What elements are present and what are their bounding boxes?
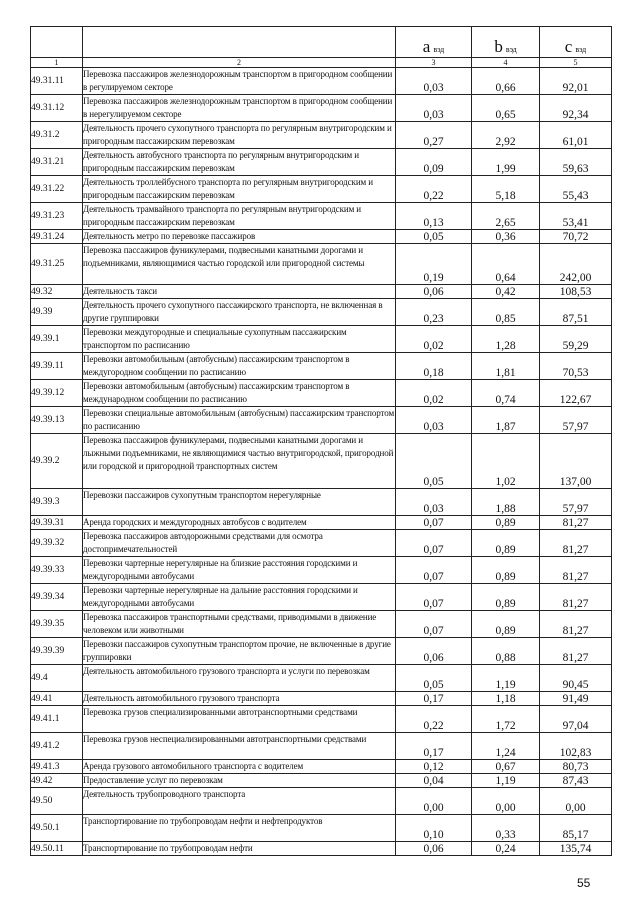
row-name: Деятельность прочего сухопутного транспорта по регулярным внутригородским и пригородным пассажирским перевозкам: [83, 122, 396, 149]
row-c: 122,67: [540, 380, 612, 407]
row-b: 1,19: [472, 665, 540, 692]
row-b: 1,81: [472, 353, 540, 380]
row-name: Деятельность автомобильного грузового транспорта: [83, 692, 396, 706]
table-row: [31, 665, 612, 692]
row-c: 81,27: [540, 584, 612, 611]
row-code: 49.4: [31, 665, 83, 692]
row-code: 49.50: [31, 788, 83, 815]
row-b: 1,72: [472, 706, 540, 733]
row-code: 49.39.12: [31, 380, 83, 407]
row-a: 0,05: [396, 434, 472, 489]
row-name: Деятельность троллейбусного транспорта по регулярным внутригородским и пригородным пассажирским перевозкам: [83, 176, 396, 203]
row-b: 1,18: [472, 692, 540, 706]
row-code: 49.41: [31, 692, 83, 706]
row-b: 0,74: [472, 380, 540, 407]
row-code: 49.41.3: [31, 760, 83, 774]
row-a: 0,27: [396, 122, 472, 149]
row-c: 92,34: [540, 95, 612, 122]
row-code: 49.42: [31, 774, 83, 788]
row-b: 0,89: [472, 530, 540, 557]
row-name: Перевозки чартерные нерегулярные на близкие расстояния городскими и междугородными автобусами: [83, 557, 396, 584]
row-name: Перевозка пассажиров фуникулерами, подвесными канатными дорогами и лыжными подъемниками, не являющимися частью внутригородской, пригородной или городской и пригородной транспортных систем: [83, 434, 396, 489]
row-code: 49.39.3: [31, 489, 83, 516]
row-b: 0,85: [472, 299, 540, 326]
row-c: 137,00: [540, 434, 612, 489]
header-c-main: c: [564, 37, 573, 56]
header-b-sub: вэд: [505, 45, 517, 54]
table-row: [31, 68, 612, 95]
row-code: 49.39.11: [31, 353, 83, 380]
row-a: 0,02: [396, 326, 472, 353]
table-row: [31, 815, 612, 842]
row-name: Аренда грузового автомобильного транспорта с водителем: [83, 760, 396, 774]
row-name: Транспортирование по трубопроводам нефти и нефтепродуктов: [83, 815, 396, 842]
row-c: 81,27: [540, 530, 612, 557]
row-b: 1,28: [472, 326, 540, 353]
row-c: 85,17: [540, 815, 612, 842]
row-code: 49.39.35: [31, 611, 83, 638]
row-c: 97,04: [540, 706, 612, 733]
row-code: 49.39.32: [31, 530, 83, 557]
row-b: 0,89: [472, 557, 540, 584]
row-code: 49.39.13: [31, 407, 83, 434]
row-code: 49.39.34: [31, 584, 83, 611]
header-b-main: b: [494, 37, 503, 56]
row-a: 0,03: [396, 407, 472, 434]
header-c-sub: вэд: [575, 45, 587, 54]
row-code: 49.39.31: [31, 516, 83, 530]
table-row: [31, 326, 612, 353]
row-b: 0,89: [472, 516, 540, 530]
table-row: [31, 733, 612, 760]
row-c: 91,49: [540, 692, 612, 706]
row-name: Деятельность трубопроводного транспорта: [83, 788, 396, 815]
column-number: 1: [31, 58, 83, 68]
row-b: 0,64: [472, 244, 540, 285]
row-a: 0,00: [396, 788, 472, 815]
row-code: 49.31.24: [31, 230, 83, 244]
row-a: 0,06: [396, 842, 472, 856]
row-name: Перевозка пассажиров фуникулерами, подвесными канатными дорогами и подъемниками, являющимися частью городской или пригородной системы: [83, 244, 396, 285]
row-code: 49.39.39: [31, 638, 83, 665]
table-row: [31, 353, 612, 380]
row-name: Перевозки пассажиров сухопутным транспортом нерегулярные: [83, 489, 396, 516]
row-c: 242,00: [540, 244, 612, 285]
row-a: 0,05: [396, 665, 472, 692]
row-b: 1,88: [472, 489, 540, 516]
row-code: 49.50.11: [31, 842, 83, 856]
header-name: [83, 27, 396, 58]
row-a: 0,10: [396, 815, 472, 842]
row-code: 49.50.1: [31, 815, 83, 842]
row-code: 49.31.25: [31, 244, 83, 285]
table-row: [31, 244, 612, 285]
row-c: 57,97: [540, 407, 612, 434]
table-row: [31, 299, 612, 326]
table-row: [31, 584, 612, 611]
row-name: Перевозка пассажиров железнодорожным транспортом в пригородном сообщении в нерегулируемом секторе: [83, 95, 396, 122]
row-a: 0,23: [396, 299, 472, 326]
row-c: 102,83: [540, 733, 612, 760]
row-c: 87,51: [540, 299, 612, 326]
row-name: Перевозка грузов специализированными автотранспортными средствами: [83, 706, 396, 733]
header-a-main: a: [422, 37, 431, 56]
table-body: [31, 68, 612, 856]
row-b: 5,18: [472, 176, 540, 203]
row-name: Деятельность прочего сухопутного пассажирского транспорта, не включенная в другие группировки: [83, 299, 396, 326]
row-c: 59,29: [540, 326, 612, 353]
row-code: 49.39: [31, 299, 83, 326]
row-code: 49.41.1: [31, 706, 83, 733]
row-name: Предоставление услуг по перевозкам: [83, 774, 396, 788]
coefficients-table: [30, 26, 612, 856]
table-row: [31, 530, 612, 557]
table-header-row: [31, 27, 612, 58]
row-code: 49.31.21: [31, 149, 83, 176]
table-row: [31, 149, 612, 176]
row-b: 1,02: [472, 434, 540, 489]
row-a: 0,03: [396, 489, 472, 516]
row-b: 0,88: [472, 638, 540, 665]
row-name: Перевозка грузов неспециализированными автотранспортными средствами: [83, 733, 396, 760]
row-b: 0,36: [472, 230, 540, 244]
row-a: 0,07: [396, 611, 472, 638]
row-a: 0,07: [396, 516, 472, 530]
row-c: 80,73: [540, 760, 612, 774]
row-name: Перевозки специальные автомобильным (автобусным) пассажирским транспортом по расписанию: [83, 407, 396, 434]
row-code: 49.41.2: [31, 733, 83, 760]
row-a: 0,09: [396, 149, 472, 176]
row-b: 0,89: [472, 611, 540, 638]
row-a: 0,13: [396, 203, 472, 230]
row-code: 49.31.12: [31, 95, 83, 122]
row-code: 49.31.11: [31, 68, 83, 95]
column-number-row: [31, 58, 612, 68]
row-b: 0,33: [472, 815, 540, 842]
page-number: 55: [577, 876, 591, 890]
row-name: Перевозки автомобильным (автобусным) пассажирским транспортом в международном сообщении по расписанию: [83, 380, 396, 407]
row-a: 0,22: [396, 706, 472, 733]
row-a: 0,04: [396, 774, 472, 788]
row-b: 0,00: [472, 788, 540, 815]
table-row: [31, 788, 612, 815]
row-c: 87,43: [540, 774, 612, 788]
row-a: 0,22: [396, 176, 472, 203]
row-c: 57,97: [540, 489, 612, 516]
header-code: [31, 27, 83, 58]
row-c: 81,27: [540, 516, 612, 530]
row-a: 0,17: [396, 733, 472, 760]
header-a-sub: вэд: [433, 45, 445, 54]
row-a: 0,18: [396, 353, 472, 380]
table-row: [31, 774, 612, 788]
table-row: [31, 516, 612, 530]
table-row: [31, 122, 612, 149]
table-row: [31, 692, 612, 706]
row-a: 0,12: [396, 760, 472, 774]
row-a: 0,02: [396, 380, 472, 407]
table-row: [31, 407, 612, 434]
row-name: Аренда городских и междугородных автобусов с водителем: [83, 516, 396, 530]
row-a: 0,03: [396, 68, 472, 95]
table-row: [31, 203, 612, 230]
table-row: [31, 557, 612, 584]
row-name: Перевозки междугородные и специальные сухопутным пассажирским транспортом по расписанию: [83, 326, 396, 353]
row-a: 0,06: [396, 638, 472, 665]
header-a: [396, 27, 472, 58]
row-name: Перевозки чартерные нерегулярные на дальние расстояния городскими и междугородными автобусами: [83, 584, 396, 611]
row-code: 49.31.2: [31, 122, 83, 149]
row-name: Перевозки пассажиров сухопутным транспортом прочие, не включенные в другие группировки: [83, 638, 396, 665]
row-b: 1,19: [472, 774, 540, 788]
table-row: [31, 95, 612, 122]
row-b: 2,65: [472, 203, 540, 230]
table-row: [31, 380, 612, 407]
row-c: 108,53: [540, 285, 612, 299]
row-name: Перевозки автомобильным (автобусным) пассажирским транспортом в междугородном сообщении по расписанию: [83, 353, 396, 380]
row-c: 92,01: [540, 68, 612, 95]
row-name: Перевозка пассажиров железнодорожным транспортом в пригородном сообщении в регулируемом секторе: [83, 68, 396, 95]
table-row: [31, 489, 612, 516]
table-row: [31, 611, 612, 638]
header-b: [472, 27, 540, 58]
column-number: 4: [472, 58, 540, 68]
row-b: 1,24: [472, 733, 540, 760]
table-row: [31, 706, 612, 733]
row-c: 90,45: [540, 665, 612, 692]
row-a: 0,07: [396, 584, 472, 611]
row-c: 81,27: [540, 557, 612, 584]
row-b: 0,89: [472, 584, 540, 611]
row-code: 49.32: [31, 285, 83, 299]
row-b: 0,66: [472, 68, 540, 95]
row-name: Деятельность такси: [83, 285, 396, 299]
row-a: 0,19: [396, 244, 472, 285]
row-name: Деятельность автомобильного грузового транспорта и услуги по перевозкам: [83, 665, 396, 692]
row-b: 0,42: [472, 285, 540, 299]
row-a: 0,03: [396, 95, 472, 122]
column-number: 2: [83, 58, 396, 68]
column-number: 5: [540, 58, 612, 68]
row-c: 61,01: [540, 122, 612, 149]
row-b: 0,67: [472, 760, 540, 774]
row-a: 0,07: [396, 557, 472, 584]
row-c: 0,00: [540, 788, 612, 815]
row-c: 59,63: [540, 149, 612, 176]
table-row: [31, 638, 612, 665]
row-code: 49.39.2: [31, 434, 83, 489]
row-b: 0,65: [472, 95, 540, 122]
table-row: [31, 842, 612, 856]
row-b: 1,87: [472, 407, 540, 434]
row-code: 49.39.1: [31, 326, 83, 353]
row-c: 81,27: [540, 611, 612, 638]
row-b: 1,99: [472, 149, 540, 176]
row-a: 0,17: [396, 692, 472, 706]
row-c: 55,43: [540, 176, 612, 203]
row-name: Деятельность метро по перевозке пассажиров: [83, 230, 396, 244]
row-a: 0,05: [396, 230, 472, 244]
row-name: Перевозка пассажиров автодорожными средствами для осмотра достопримечательностей: [83, 530, 396, 557]
row-c: 53,41: [540, 203, 612, 230]
row-a: 0,06: [396, 285, 472, 299]
table-row: [31, 434, 612, 489]
row-code: 49.31.22: [31, 176, 83, 203]
row-name: Перевозка пассажиров транспортными средствами, приводимыми в движение человеком или животными: [83, 611, 396, 638]
row-b: 2,92: [472, 122, 540, 149]
row-c: 135,74: [540, 842, 612, 856]
row-c: 70,53: [540, 353, 612, 380]
column-number: 3: [396, 58, 472, 68]
row-c: 81,27: [540, 638, 612, 665]
row-code: 49.31.23: [31, 203, 83, 230]
row-name: Деятельность автобусного транспорта по регулярным внутригородским и пригородным пассажирским перевозкам: [83, 149, 396, 176]
row-name: Транспортирование по трубопроводам нефти: [83, 842, 396, 856]
table-row: [31, 230, 612, 244]
row-name: Деятельность трамвайного транспорта по регулярным внутригородским и пригородным пассажирским перевозкам: [83, 203, 396, 230]
header-c: [540, 27, 612, 58]
table-row: [31, 176, 612, 203]
row-code: 49.39.33: [31, 557, 83, 584]
table-row: [31, 760, 612, 774]
row-c: 70,72: [540, 230, 612, 244]
row-b: 0,24: [472, 842, 540, 856]
row-a: 0,07: [396, 530, 472, 557]
table-row: [31, 285, 612, 299]
